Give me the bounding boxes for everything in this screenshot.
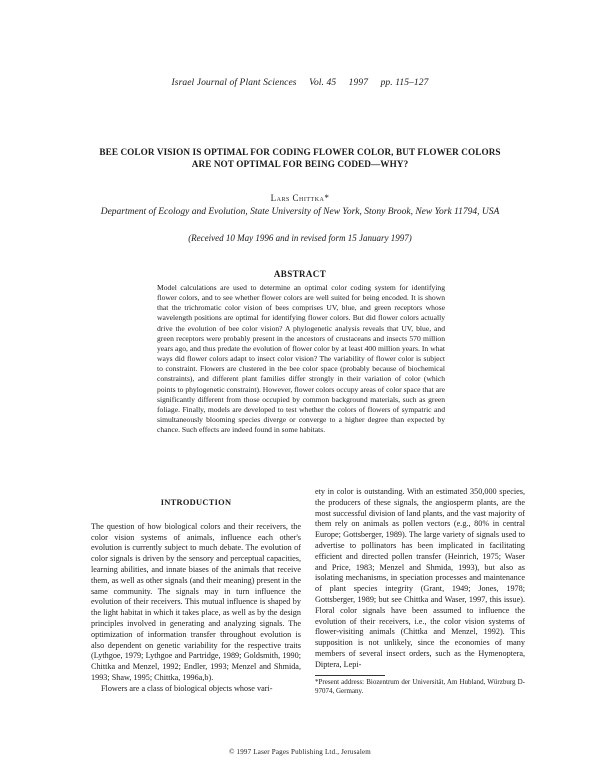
right-column [315, 487, 525, 696]
copyright-line: © 1997 Laser Pages Publishing Ltd., Jerusalem [229, 748, 371, 756]
author: Lars Chittka* [270, 193, 330, 203]
page-range: pp. 115–127 [380, 78, 429, 88]
article-title: BEE COLOR VISION IS OPTIMAL FOR CODING FLOWER COLOR, BUT FLOWER COLORS ARE NOT OPTIMAL FOR BEING CODED—WHY? [99, 147, 501, 169]
introduction-heading: INTRODUCTION [160, 498, 232, 507]
footnote-divider [315, 675, 385, 676]
intro-paragraph-1: The question of how biological colors and their receivers, the color vision systems of animals, influence each other's evolution is currently subject to much debate. The evolution of color signals is driven by the sensory and perceptual capacities, learning abilities, and innate biases of the animals that receive them, as well as other signals (and their meaning) present in the same community. The signals may in turn influence the evolution of their receivers. This mutual influence is shaped by the light habitat in which it takes place, as well as by the design principles involved in generating and analyzing signals. The optimization of information transfer throughout evolution is also dependent on genetic variability for the respective traits (Lythgoe, 1979; Lythgoe and Partridge, 1989; Goldsmith, 1990; Chittka and Menzel, 1992; Endler, 1993; Menzel and Shmida, 1993; Shaw, 1995; Chittka, 1996a,b). [91, 521, 301, 682]
journal-name: Israel Journal of Plant Sciences [171, 78, 297, 88]
abstract-heading: ABSTRACT [273, 269, 327, 279]
affiliation: Department of Ecology and Evolution, State University of New York, Stony Brook, New York 11794, USA [100, 207, 500, 217]
right-paragraph: ety in color is outstanding. With an estimated 350,000 species, the producers of these signals, the angiosperm plants, are the most successful division of land plants, and the vast majority of them rely on animals as pollen vectors (e.g., 80% in central Europe; Gottsberger, 1989). The large variety of signals used to advertise to pollinators has been implicated in facilitating efficient and directed pollen transfer (Heinrich, 1975; Waser and Price, 1983; Menzel and Shmida, 1993), but also as isolating mechanisms, in speciation processes and maintenance of plant species integrity (Grant, 1949; Jones, 1978; Gottsberger, 1989; but see Chittka and Waser, 1997, this issue). Floral color signals have been assumed to influence the evolution of their receivers, i.e., the color vision systems of flower-visiting animals (Chittka and Menzel, 1992). This supposition is not unlikely, since the economies of many members of several insect orders, such as the Hymenoptera, Diptera, Lepi- [315, 487, 525, 669]
year: 1997 [348, 78, 369, 88]
footnote: *Present address: Biozentrum der Universität, Am Hubland, Würzburg D-97074, Germany. [315, 677, 525, 695]
left-column [91, 487, 301, 695]
abstract-text: Model calculations are used to determine an optimal color coding system for identifying flower colors, and to see whether flower colors are well suited for being encoded. It is shown that the trichromatic color vision of bees comprises UV, blue, and green receptors whose wavelength positions are optimal for identifying flower colors. But did flower colors actually drive the evolution of bee color vision? A phylogenetic analysis reveals that UV, blue, and green receptors were probably present in the ancestors of crustaceans and insects 570 million years ago, and thus predate the evolution of flower color by at least 400 million years. In what ways did flower colors adapt to insect color vision? The variability of flower color is subject to constraint. Flowers are clustered in the bee color space (probably because of biochemical constraints), and different plant families differ strongly in their variation of color (which points to phylogenetic constraint). However, flower colors occupy areas of color space that are significantly different from those occupied by common background materials, such as green foliage. Finally, models are developed to test whether the colors of flowers of sympatric and simultaneously blooming species diverge or converge to a higher degree than expected by chance. Such effects are indeed found in some habitats. [157, 283, 445, 435]
received-date: (Received 10 May 1996 and in revised form 15 January 1997) [188, 233, 412, 243]
running-head [0, 78, 600, 88]
volume: Vol. 45 [309, 78, 337, 88]
intro-paragraph-2: Flowers are a class of biological objects whose vari- [101, 683, 273, 693]
